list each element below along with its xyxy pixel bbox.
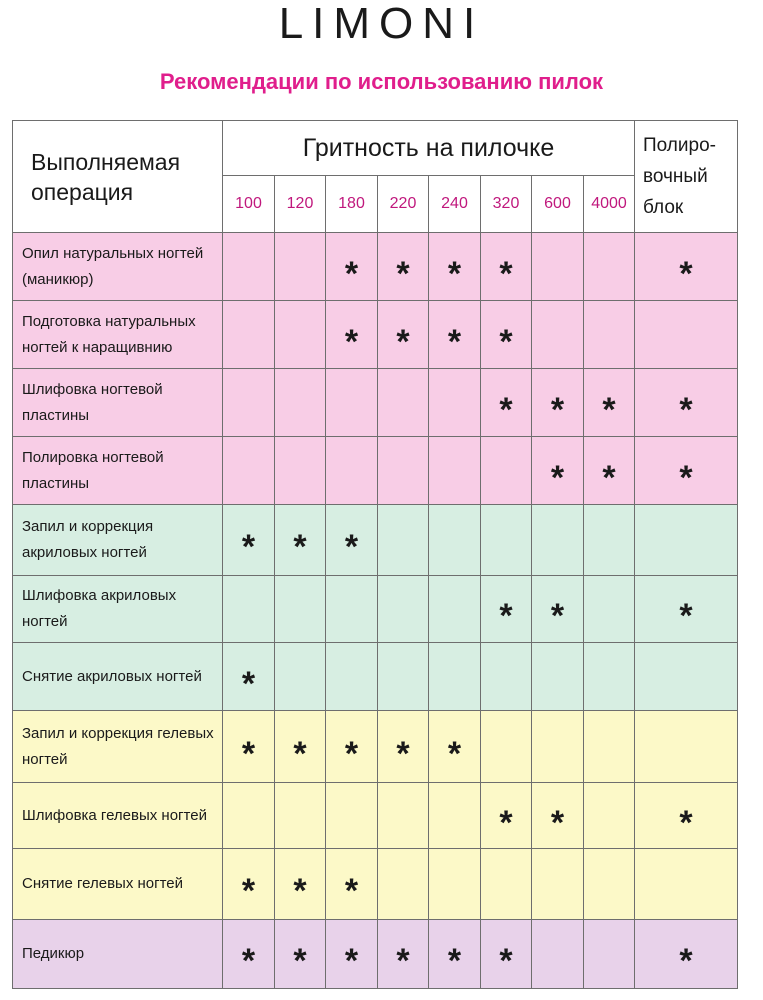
grit-header-240: 240 — [429, 176, 481, 233]
operation-cell: Подготовка натуральных ногтей к наращивнию — [13, 301, 223, 369]
recommended-mark: * — [326, 233, 378, 301]
operation-cell: Запил и коррекция акриловых ногтей — [13, 505, 223, 576]
recommended-mark: * — [326, 711, 378, 783]
empty-cell — [223, 369, 275, 437]
table-row — [13, 233, 738, 301]
table-body — [13, 233, 738, 989]
operation-cell: Опил натуральных ногтей (маникюр) — [13, 233, 223, 301]
recommended-mark: * — [532, 783, 584, 849]
recommended-mark: * — [481, 301, 532, 369]
recommended-mark: * — [481, 576, 532, 643]
empty-cell — [326, 783, 378, 849]
empty-cell — [429, 369, 481, 437]
grit-header-100: 100 — [223, 176, 275, 233]
empty-cell — [481, 643, 532, 711]
empty-cell — [481, 711, 532, 783]
empty-cell — [223, 301, 275, 369]
recommended-mark: * — [635, 369, 738, 437]
recommended-mark: * — [223, 505, 275, 576]
operation-cell: Запил и коррекция гелевых ногтей — [13, 711, 223, 783]
recommended-mark: * — [429, 920, 481, 989]
table-row — [13, 437, 738, 505]
recommended-mark: * — [223, 920, 275, 989]
recommended-mark: * — [326, 301, 378, 369]
recommended-mark: * — [532, 437, 584, 505]
empty-cell — [584, 505, 635, 576]
empty-cell — [429, 505, 481, 576]
operation-cell: Педикюр — [13, 920, 223, 989]
table-row — [13, 505, 738, 576]
recommended-mark: * — [532, 576, 584, 643]
recommended-mark: * — [532, 369, 584, 437]
header-row-top — [13, 121, 738, 176]
empty-cell — [584, 920, 635, 989]
empty-cell — [532, 233, 584, 301]
operation-cell: Шлифовка гелевых ногтей — [13, 783, 223, 849]
empty-cell — [532, 643, 584, 711]
recommended-mark: * — [275, 711, 326, 783]
recommended-mark: * — [635, 920, 738, 989]
empty-cell — [429, 576, 481, 643]
recommended-mark: * — [584, 437, 635, 505]
operation-cell: Снятие гелевых ногтей — [13, 849, 223, 920]
empty-cell — [378, 369, 429, 437]
empty-cell — [481, 505, 532, 576]
grit-header-180: 180 — [326, 176, 378, 233]
empty-cell — [326, 643, 378, 711]
empty-cell — [584, 643, 635, 711]
empty-cell — [635, 301, 738, 369]
polish-block-column-header: Полиро-вочный блок — [635, 121, 738, 233]
empty-cell — [584, 301, 635, 369]
recommended-mark: * — [275, 505, 326, 576]
empty-cell — [223, 783, 275, 849]
recommended-mark: * — [223, 711, 275, 783]
empty-cell — [378, 576, 429, 643]
recommended-mark: * — [223, 643, 275, 711]
operation-cell: Полировка ногтевой пластины — [13, 437, 223, 505]
operation-cell: Шлифовка акриловых ногтей — [13, 576, 223, 643]
recommended-mark: * — [635, 576, 738, 643]
grit-header-320: 320 — [481, 176, 532, 233]
table-header — [13, 121, 738, 233]
recommended-mark: * — [635, 437, 738, 505]
empty-cell — [584, 233, 635, 301]
grit-header-4000: 4000 — [584, 176, 635, 233]
empty-cell — [532, 301, 584, 369]
empty-cell — [532, 920, 584, 989]
recommended-mark: * — [378, 920, 429, 989]
grit-header-220: 220 — [378, 176, 429, 233]
table-row — [13, 643, 738, 711]
table-row — [13, 301, 738, 369]
empty-cell — [275, 783, 326, 849]
empty-cell — [275, 576, 326, 643]
table-row — [13, 369, 738, 437]
empty-cell — [378, 643, 429, 711]
recommended-mark: * — [429, 711, 481, 783]
empty-cell — [429, 643, 481, 711]
recommended-mark: * — [378, 301, 429, 369]
empty-cell — [584, 576, 635, 643]
recommended-mark: * — [429, 233, 481, 301]
empty-cell — [429, 849, 481, 920]
empty-cell — [481, 849, 532, 920]
empty-cell — [275, 369, 326, 437]
empty-cell — [635, 643, 738, 711]
recommended-mark: * — [275, 920, 326, 989]
recommended-mark: * — [275, 849, 326, 920]
empty-cell — [275, 301, 326, 369]
operation-cell: Снятие акриловых ногтей — [13, 643, 223, 711]
empty-cell — [635, 505, 738, 576]
operation-column-header: Выполняемая операция — [13, 121, 223, 233]
empty-cell — [532, 505, 584, 576]
empty-cell — [532, 849, 584, 920]
empty-cell — [378, 783, 429, 849]
recommended-mark: * — [378, 233, 429, 301]
empty-cell — [223, 437, 275, 505]
recommended-mark: * — [481, 369, 532, 437]
table-row — [13, 920, 738, 989]
grit-column-header: Гритность на пилочке — [223, 121, 635, 176]
recommended-mark: * — [326, 920, 378, 989]
recommended-mark: * — [635, 233, 738, 301]
operation-cell: Шлифовка ногтевой пластины — [13, 369, 223, 437]
recommended-mark: * — [481, 920, 532, 989]
grit-header-600: 600 — [532, 176, 584, 233]
empty-cell — [635, 711, 738, 783]
page-title: Рекомендации по использованию пилок — [159, 69, 604, 94]
recommended-mark: * — [326, 849, 378, 920]
empty-cell — [378, 437, 429, 505]
recommended-mark: * — [378, 711, 429, 783]
recommended-mark: * — [326, 505, 378, 576]
file-usage-table — [12, 120, 738, 989]
empty-cell — [326, 576, 378, 643]
empty-cell — [532, 711, 584, 783]
table-row — [13, 576, 738, 643]
empty-cell — [378, 849, 429, 920]
empty-cell — [584, 783, 635, 849]
recommended-mark: * — [635, 783, 738, 849]
empty-cell — [378, 505, 429, 576]
recommended-mark: * — [584, 369, 635, 437]
table-row — [13, 783, 738, 849]
empty-cell — [326, 437, 378, 505]
empty-cell — [429, 437, 481, 505]
recommended-mark: * — [481, 783, 532, 849]
recommended-mark: * — [481, 233, 532, 301]
empty-cell — [481, 437, 532, 505]
empty-cell — [584, 711, 635, 783]
table-row — [13, 711, 738, 783]
empty-cell — [584, 849, 635, 920]
recommended-mark: * — [223, 849, 275, 920]
empty-cell — [275, 437, 326, 505]
grit-header-120: 120 — [275, 176, 326, 233]
empty-cell — [275, 643, 326, 711]
empty-cell — [223, 233, 275, 301]
recommended-mark: * — [429, 301, 481, 369]
empty-cell — [223, 576, 275, 643]
empty-cell — [326, 369, 378, 437]
brand-logo: LIMONI — [278, 0, 485, 48]
empty-cell — [429, 783, 481, 849]
table-row — [13, 849, 738, 920]
empty-cell — [275, 233, 326, 301]
empty-cell — [635, 849, 738, 920]
